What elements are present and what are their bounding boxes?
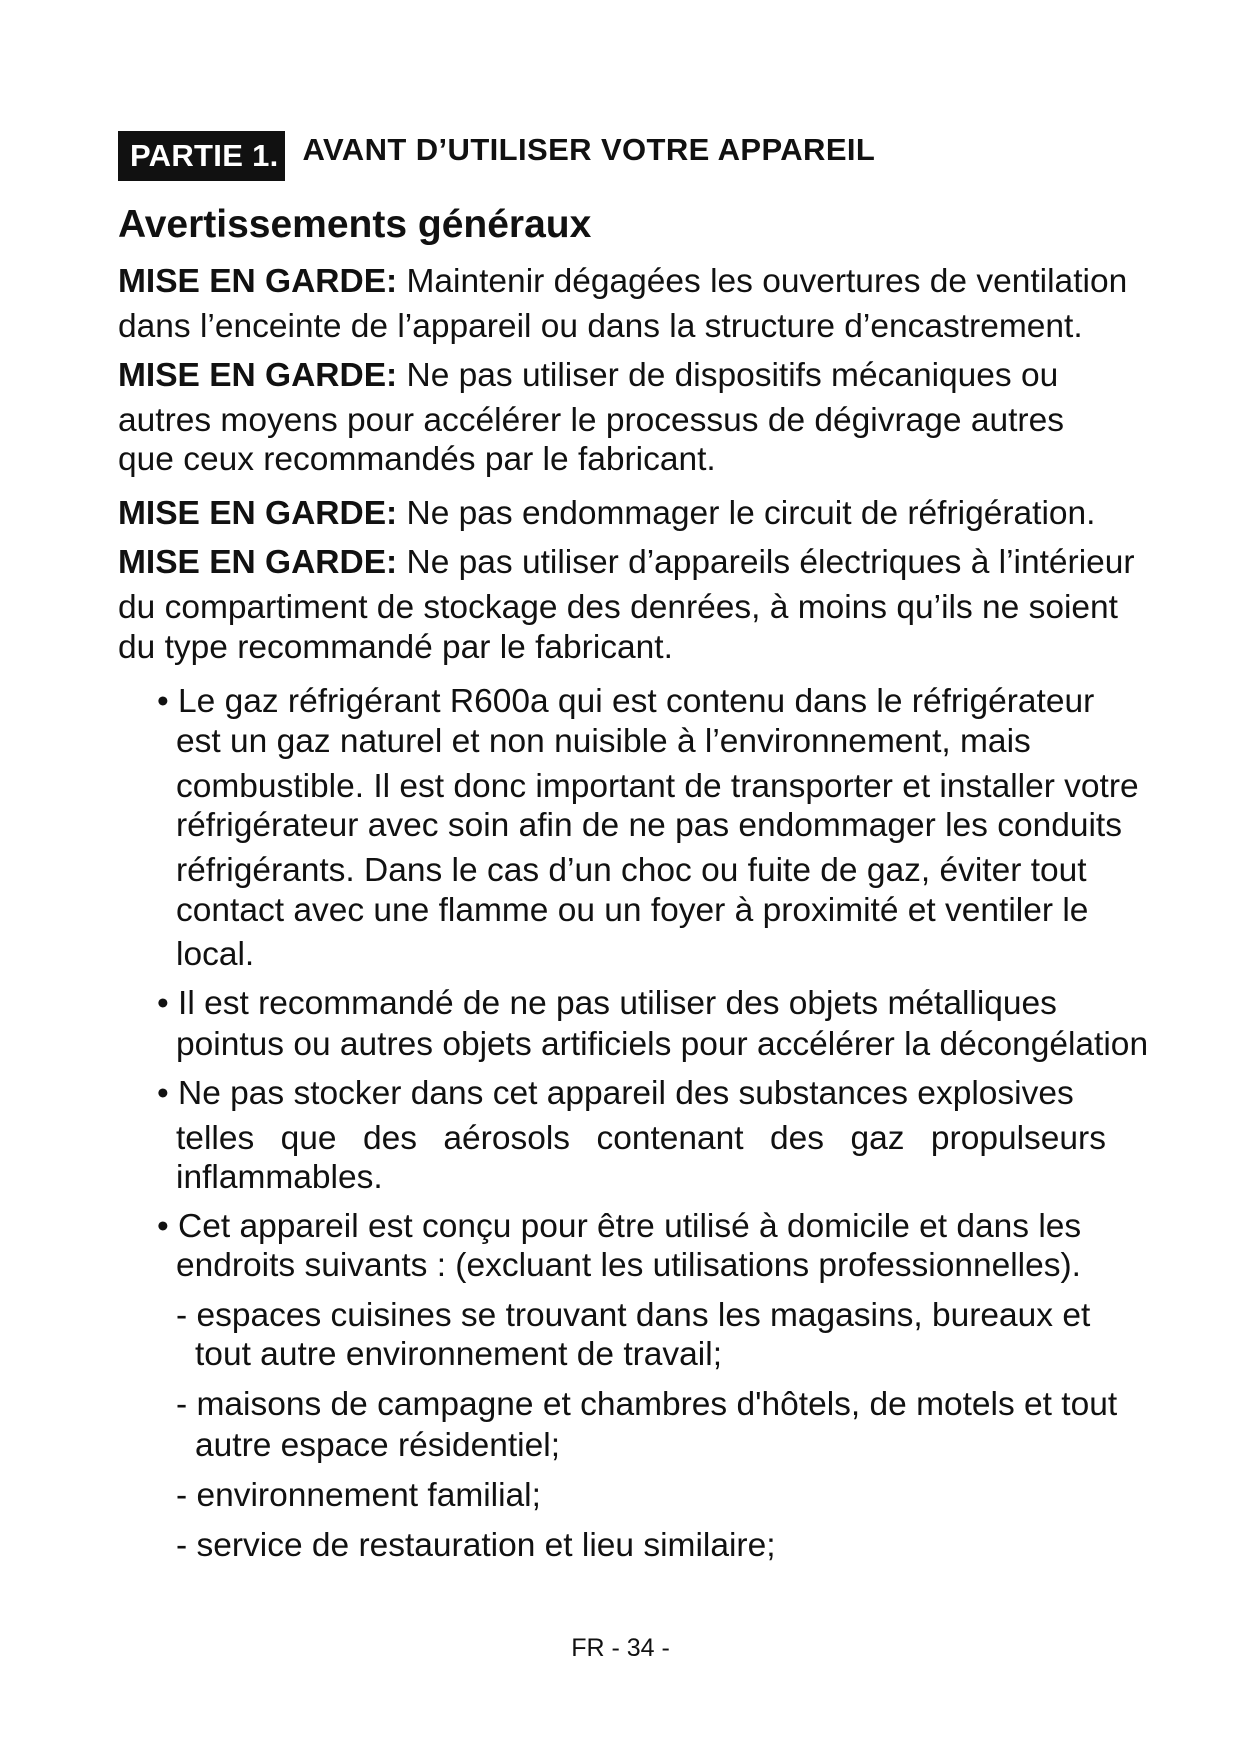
bullet-1-line-5: réfrigérants. Dans le cas d’un choc ou fuite de gaz, éviter tout (176, 852, 1087, 889)
sub-item-3-line-1: - environnement familial; (176, 1477, 541, 1514)
warning-text: Ne pas utiliser de dispositifs mécaniques ou (397, 357, 1059, 394)
justified-word: que (280, 1120, 337, 1157)
warning-text: Ne pas endommager le circuit de réfrigération. (397, 495, 1096, 532)
bullet-3-line-1: • Ne pas stocker dans cet appareil des substances explosives (157, 1075, 1074, 1112)
bullet-3-line-3: inflammables. (176, 1159, 383, 1196)
sub-item-2-line-2: autre espace résidentiel; (195, 1427, 560, 1464)
sub-item-1-line-1: - espaces cuisines se trouvant dans les magasins, bureaux et (176, 1297, 1091, 1334)
justified-word: aérosols (443, 1120, 571, 1157)
bullet-4-line-1: • Cet appareil est conçu pour être utilisé à domicile et dans les (157, 1208, 1082, 1245)
warning-3-line-1 (118, 494, 1095, 534)
sub-item-2-line-1: - maisons de campagne et chambres d'hôtels, de motels et tout (176, 1386, 1118, 1423)
warning-2-line-2: autres moyens pour accélérer le processus de dégivrage autres (118, 402, 1064, 439)
bullet-1-line-6: contact avec une flamme ou un foyer à proximité et ventiler le (176, 892, 1089, 929)
warning-label: MISE EN GARDE: (118, 544, 398, 581)
warning-2-line-3: que ceux recommandés par le fabricant. (118, 441, 716, 478)
part-title: AVANT D’UTILISER VOTRE APPAREIL (302, 132, 876, 167)
justified-word: des (770, 1120, 825, 1157)
warning-label: MISE EN GARDE: (118, 357, 398, 394)
bullet-4-line-2: endroits suivants : (excluant les utilisations professionnelles). (176, 1247, 1081, 1284)
justified-word: des (362, 1120, 417, 1157)
bullet-2-line-2: pointus ou autres objets artificiels pour accélérer la décongélation (176, 1026, 1149, 1063)
warning-text: Maintenir dégagées les ouvertures de ventilation (397, 263, 1128, 300)
page-number: FR - 34 - (571, 1634, 670, 1662)
justified-word: contenant (596, 1120, 744, 1157)
sub-item-1-line-2: tout autre environnement de travail; (195, 1336, 723, 1373)
justified-word: gaz (850, 1120, 905, 1157)
bullet-1-line-2: est un gaz naturel et non nuisible à l’environnement, mais (176, 723, 1031, 760)
warning-1-line-1 (118, 262, 1203, 302)
sub-item-4-line-1: - service de restauration et lieu similaire; (176, 1527, 776, 1564)
justified-word: propulseurs (930, 1120, 1106, 1157)
warning-label: MISE EN GARDE: (118, 495, 398, 532)
warning-label: MISE EN GARDE: (118, 263, 398, 300)
bullet-3-line-2 (176, 1119, 1106, 1159)
bullet-1-line-1: • Le gaz réfrigérant R600a qui est contenu dans le réfrigérateur (157, 683, 1095, 720)
part-label-badge: PARTIE 1. (118, 131, 285, 181)
section-title: Avertissements généraux (118, 203, 592, 246)
warning-4-line-2: du compartiment de stockage des denrées, à moins qu’ils ne soient (118, 589, 1118, 626)
warning-4-line-3: du type recommandé par le fabricant. (118, 629, 673, 666)
bullet-2-line-1: • Il est recommandé de ne pas utiliser des objets métalliques (157, 985, 1057, 1022)
warning-2-line-1 (118, 356, 1058, 396)
warning-text: Ne pas utiliser d’appareils électriques à l’intérieur (397, 544, 1135, 581)
warning-1-line-2: dans l’enceinte de l’appareil ou dans la structure d’encastrement. (118, 308, 1083, 345)
bullet-1-line-4: réfrigérateur avec soin afin de ne pas endommager les conduits (176, 807, 1122, 844)
part-header (118, 131, 875, 181)
bullet-1-line-7: local. (176, 936, 255, 973)
justified-word: telles (176, 1120, 255, 1157)
bullet-1-line-3: combustible. Il est donc important de transporter et installer votre (176, 768, 1139, 805)
warning-4-line-1 (118, 543, 1198, 583)
